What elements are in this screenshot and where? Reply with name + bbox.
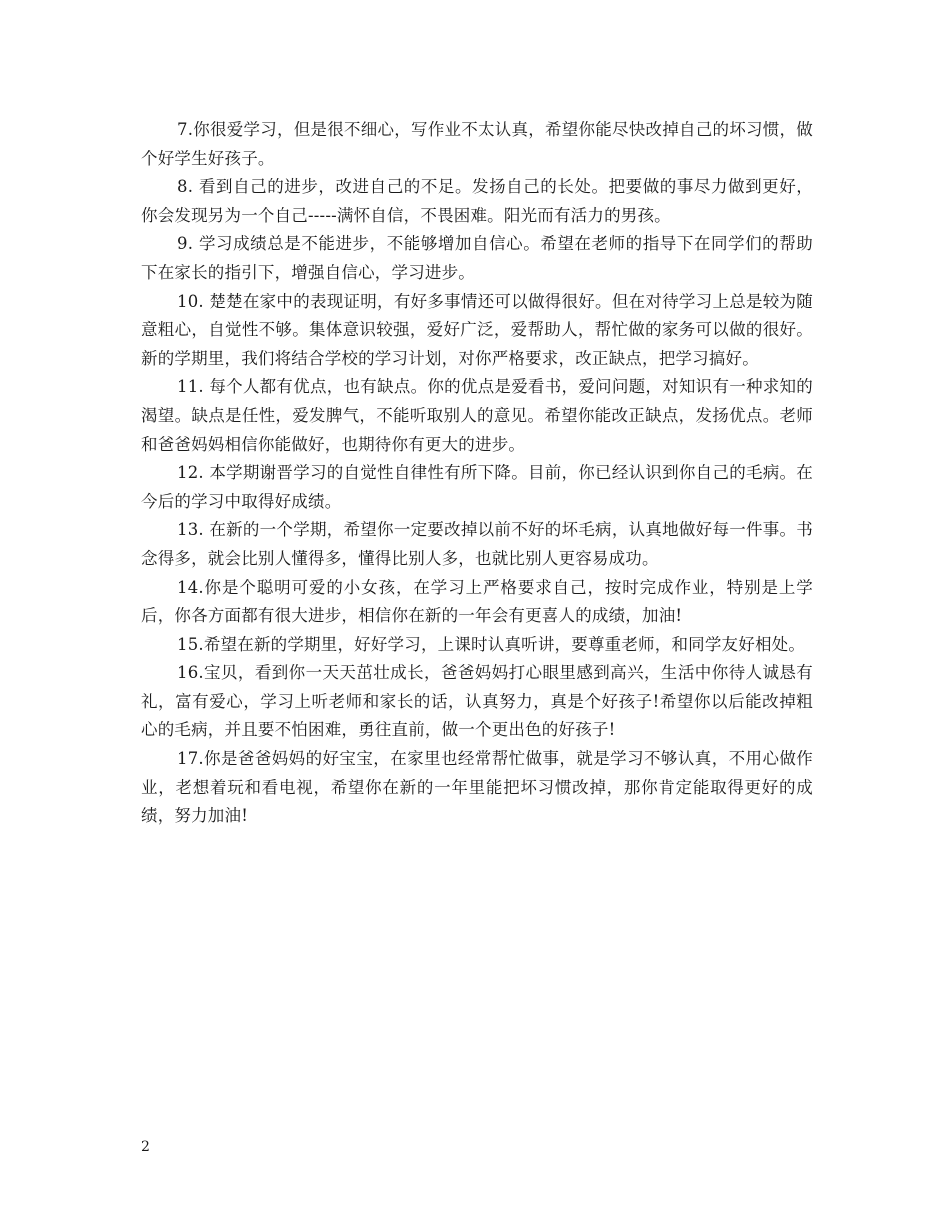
- paragraph-9: 9. 学习成绩总是不能进步，不能够增加自信心。希望在老师的指导下在同学们的帮助下在家长的指引下，增强自信心，学习进步。: [141, 234, 813, 282]
- paragraph-13: 13. 在新的一个学期，希望你一定要改掉以前不好的坏毛病，认真地做好每一件事。书念得多，就会比别人懂得多，懂得比别人多，也就比别人更容易成功。: [141, 520, 813, 568]
- paragraph-14: 14.你是个聪明可爱的小女孩，在学习上严格要求自己，按时完成作业，特别是上学后，你各方面都有很大进步，相信你在新的一年会有更喜人的成绩，加油!: [141, 577, 813, 626]
- page-number: 2: [141, 1139, 150, 1155]
- paragraph-15: 15.希望在新的学期里，好好学习，上课时认真听讲，要尊重老师，和同学友好相处。: [177, 634, 806, 654]
- paragraph-11: 11. 每个人都有优点，也有缺点。你的优点是爱看书，爱问问题，对知识有一种求知的渴望。缺点是任性，爱发脾气，不能听取别人的意见。希望你能改正缺点，发扬优点。老师和爸爸妈妈相信你能做好，也期待你有更大的进步。: [141, 377, 813, 454]
- paragraph-12: 12. 本学期谢晋学习的自觉性自律性有所下降。目前，你已经认识到你自己的毛病。在今后的学习中取得好成绩。: [141, 463, 813, 511]
- paragraph-7: 7.你很爱学习，但是很不细心，写作业不太认真，希望你能尽快改掉自己的坏习惯，做个好学生好孩子。: [141, 120, 813, 168]
- paragraph-16: 16.宝贝，看到你一天天茁壮成长，爸爸妈妈打心眼里感到高兴，生活中你待人诚恳有礼，富有爱心，学习上听老师和家长的话，认真努力，真是个好孩子!希望你以后能改掉粗心的毛病，并且要不怕困难，勇往直前，做一个更出色的好孩子!: [141, 663, 813, 740]
- paragraph-17: 17.你是爸爸妈妈的好宝宝，在家里也经常帮忙做事，就是学习不够认真，不用心做作业，老想着玩和看电视，希望你在新的一年里能把坏习惯改掉，那你肯定能取得更好的成绩，努力加油!: [141, 749, 813, 826]
- paragraph-10: 10. 楚楚在家中的表现证明，有好多事情还可以做得很好。但在对待学习上总是较为随意粗心，自觉性不够。集体意识较强，爱好广泛，爱帮助人，帮忙做的家务可以做的很好。新的学期里，我们将结合学校的学习计划，对你严格要求，改正缺点，把学习搞好。: [141, 291, 813, 368]
- paragraph-8: 8. 看到自己的进步，改进自己的不足。发扬自己的长处。把要做的事尽力做到更好，你会发现另为一个自己-----满怀自信，不畏困难。阳光而有活力的男孩。: [141, 177, 813, 225]
- document-body: [141, 116, 813, 831]
